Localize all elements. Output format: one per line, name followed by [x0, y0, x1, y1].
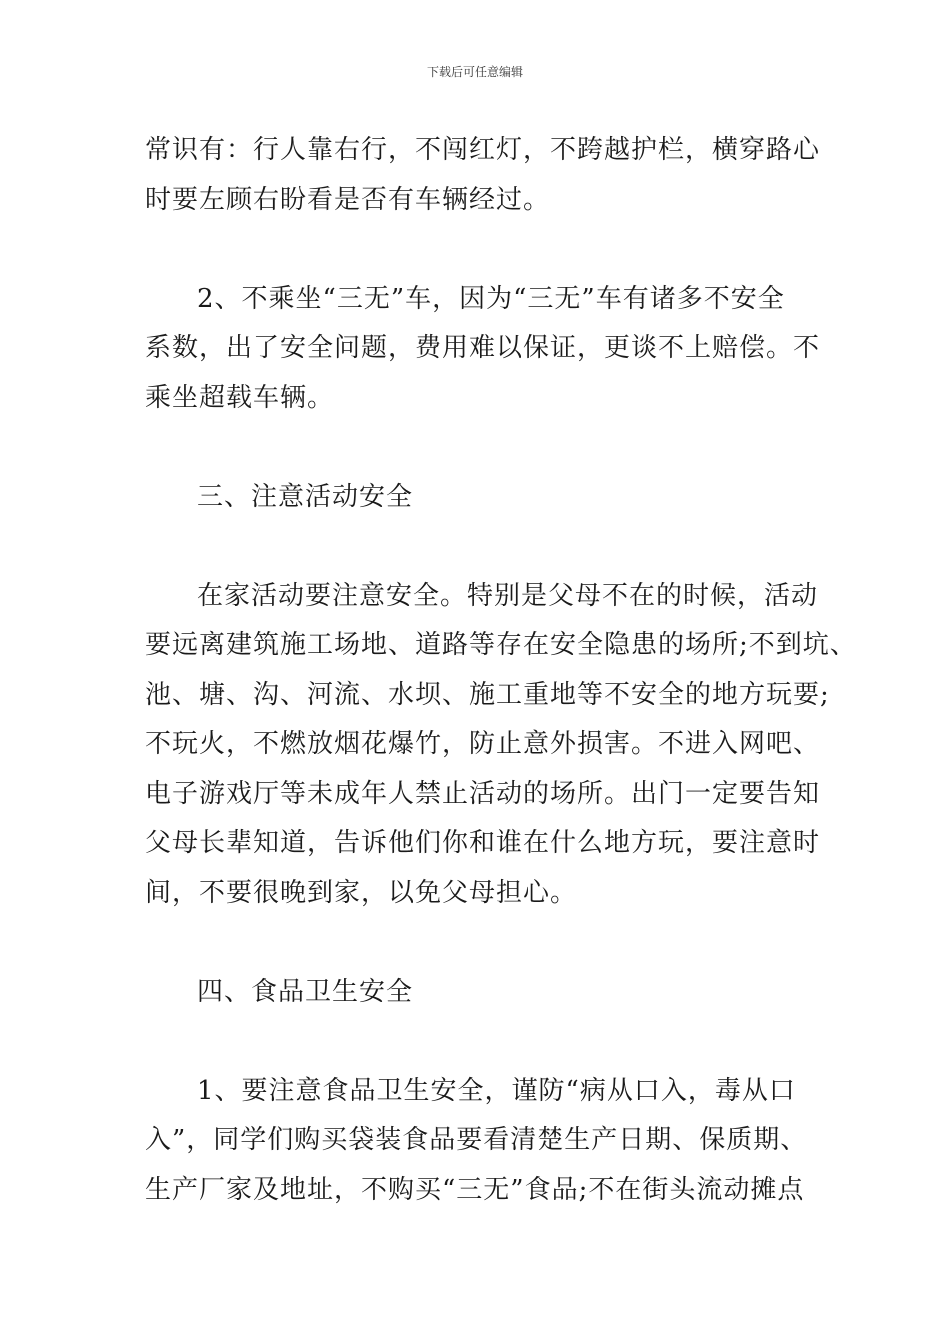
paragraph-no-unlicensed-vehicles: [145, 275, 821, 424]
heading-text: 四、食品卫生安全: [197, 976, 414, 1007]
heading-text: 三、注意活动安全: [197, 481, 414, 512]
section-heading-activity-safety: [145, 473, 817, 523]
text-line: 常识有：行人靠右行，不闯红灯，不跨越护栏，横穿路心: [145, 135, 821, 165]
text-line: 要远离建筑施工场地、道路等存在安全隐患的场所;不到坑、: [145, 630, 857, 660]
text-line: 入”，同学们购买袋装食品要看清楚生产日期、保质期、: [145, 1125, 808, 1155]
text-line: 2、不乘坐“三无”车，因为“三无”车有诸多不安全: [197, 283, 785, 314]
text-line: 系数，出了安全问题，费用难以保证，更谈不上赔偿。不: [145, 333, 821, 363]
paragraph-gap: [145, 1017, 817, 1067]
document-body: [145, 126, 857, 1215]
text-line: 池、塘、沟、河流、水坝、施工重地等不安全的地方玩要;: [145, 679, 830, 710]
text-line: 生产厂家及地址，不购买“三无”食品;不在街头流动摊点: [145, 1174, 805, 1205]
paragraph-gap: [145, 918, 817, 968]
paragraph-gap: [145, 423, 817, 473]
section-heading-food-safety: [145, 968, 817, 1018]
paragraph-food-safety: [145, 1067, 817, 1216]
paragraph-traffic-common-sense: [145, 126, 821, 225]
page-header: 下载后可任意编辑: [426, 65, 523, 79]
text-line: 电子游戏厅等未成年人禁止活动的场所。出门一定要告知: [145, 778, 821, 809]
text-line: 乘坐超载车辆。: [145, 382, 335, 413]
text-line: 不玩火，不燃放烟花爆竹，防止意外损害。不进入网吧、: [145, 729, 821, 759]
text-line: 父母长辈知道，告诉他们你和谁在什么地方玩，要注意时: [145, 828, 821, 858]
paragraph-activity-safety: [145, 572, 857, 919]
text-line: 时要左顾右盼看是否有车辆经过。: [145, 184, 551, 215]
paragraph-gap: [145, 522, 817, 572]
text-line: 间，不要很晚到家，以免父母担心。: [145, 877, 578, 908]
text-line: 在家活动要注意安全。特别是父母不在的时候，活动: [197, 580, 819, 611]
paragraph-gap: [145, 225, 817, 275]
text-line: 1、要注意食品卫生安全，谨防“病从口入，毒从口: [197, 1075, 796, 1106]
